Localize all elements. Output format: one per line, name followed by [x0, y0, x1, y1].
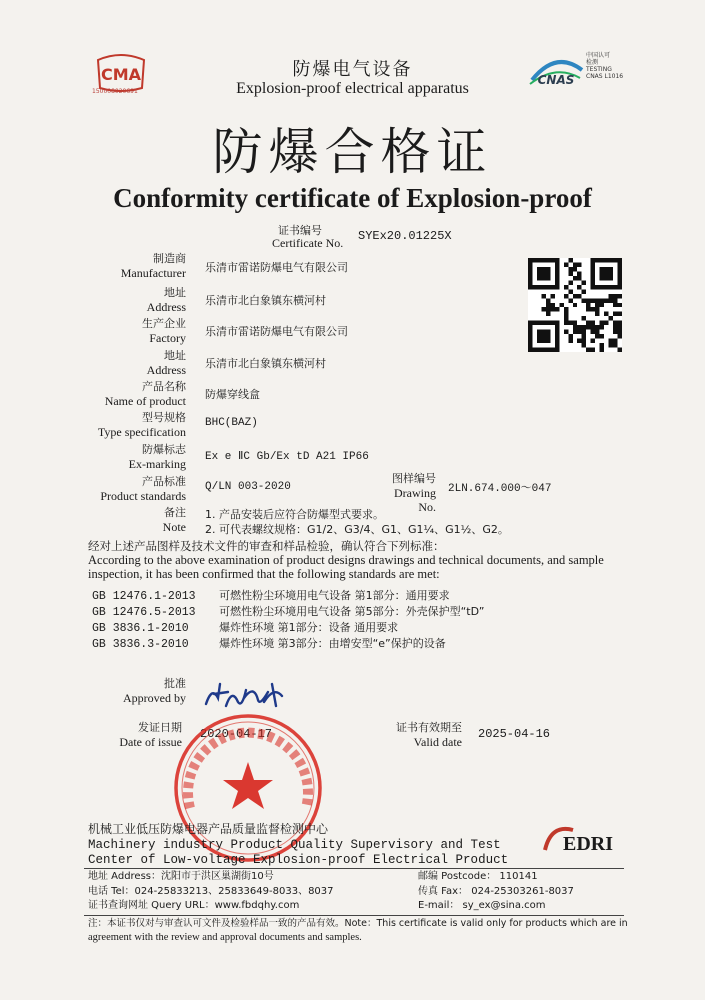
product-label — [0, 380, 186, 408]
footer-address: 地址 Address：沈阳市于洪区巢湖街10号 — [88, 871, 274, 882]
label-cn: 图样编号 — [392, 472, 436, 485]
note-label — [0, 506, 186, 534]
drawing-label — [380, 472, 436, 514]
label-en: Address — [146, 300, 186, 314]
label-en: Date of issue — [119, 735, 182, 749]
footer-tel: 电话 Tel：024-25833213、25833649-8033、8037 — [88, 886, 334, 897]
cnas-line: 检测 — [586, 59, 599, 66]
label-cn: 证书有效期至 — [396, 721, 462, 734]
footer-postcode: 邮编 Postcode： 110141 — [418, 871, 538, 882]
label-cn: 备注 — [164, 506, 186, 519]
label-en: Product standards — [100, 489, 186, 503]
lab-name-en-2: Center of Low-voltage Explosion-proof Electrical Product — [88, 853, 509, 867]
manufacturer-label — [0, 252, 186, 280]
valid-label — [380, 720, 462, 750]
label-en: Approved by — [123, 691, 186, 705]
address1-label — [0, 286, 186, 314]
qr-code-icon — [528, 258, 622, 352]
header-title-cn: 防爆电气设备 — [292, 59, 413, 80]
cnas-line: 中国认可 — [586, 52, 611, 59]
footer-fax: 传真 Fax： 024-25303261-8037 — [418, 886, 574, 897]
svg-text:CNAS: CNAS — [537, 73, 575, 87]
cert-no-value: SYEx20.01225X — [358, 229, 452, 243]
label-cn: 批准 — [164, 677, 186, 690]
footer-email: E-mail： sy_ex@sina.com — [418, 900, 546, 911]
address2-value: 乐清市北白象镇东横河村 — [205, 357, 326, 370]
footer-divider — [84, 915, 624, 916]
label-cn: 地址 — [164, 349, 186, 362]
address2-label — [0, 349, 186, 377]
label-cn: 防爆标志 — [142, 443, 186, 456]
note-line-2: 2. 可代表螺纹规格：G1/2、G3/4、G1、G1¼、G1½、G2。 — [205, 523, 509, 536]
valid-date: 2025-04-16 — [478, 727, 551, 741]
standard-code: GB 12476.5-2013 — [92, 606, 196, 619]
cnas-line: CNAS L1016 — [586, 73, 624, 80]
label-cn: 产品标准 — [142, 475, 186, 488]
standard-row — [92, 600, 485, 619]
footer-note-2: agreement with the review and approval documents and samples. — [88, 932, 362, 943]
label-en: Ex-marking — [128, 457, 186, 471]
label-cn: 地址 — [164, 286, 186, 299]
label-en: Note — [162, 520, 186, 534]
lab-name-en-1: Machinery industry Product Quality Supervisory and Test — [88, 838, 501, 852]
standards-value: Q/LN 003-2020 — [205, 481, 291, 493]
intro-en-1: According to the above examination of product designs drawings and technical documents, and sample — [88, 553, 604, 567]
note-line-1: 1. 产品安装后应符合防爆型式要求。 — [205, 508, 384, 521]
product-value: 防爆穿线盒 — [205, 388, 260, 401]
header-title-en: Explosion-proof electrical apparatus — [236, 80, 469, 97]
marking-label — [0, 443, 186, 471]
drawing-value: 2LN.674.000～047 — [448, 483, 552, 495]
label-en: Name of product — [104, 394, 186, 408]
lab-name-cn: 机械工业低压防爆电器产品质量监督检测中心 — [88, 822, 329, 836]
approved-label — [0, 676, 186, 706]
footer-divider — [84, 868, 624, 869]
type-label — [0, 411, 186, 439]
type-value: BHC(BAZ) — [205, 417, 258, 429]
factory-value: 乐清市雷诺防爆电气有限公司 — [205, 325, 348, 338]
cert-no-label-en: Certificate No. — [272, 236, 344, 250]
label-cn: 发证日期 — [138, 721, 182, 734]
label-en: Factory — [149, 331, 186, 345]
standard-code: GB 3836.1-2010 — [92, 622, 189, 635]
intro-cn: 经对上述产品图样及技术文件的审查和样品检验，确认符合下列标准： — [88, 539, 445, 553]
standard-name: 可燃性粉尘环境用电气设备 第5部分：外壳保护型“tD” — [219, 605, 485, 618]
cma-number: 150008020691 — [92, 88, 138, 95]
label-cn: 制造商 — [153, 252, 186, 265]
label-en: Drawing No. — [394, 486, 436, 514]
standard-name: 爆炸性环境 第3部分：由增安型“e”保护的设备 — [219, 637, 446, 650]
svg-text:CMA: CMA — [100, 65, 142, 84]
label-en: Manufacturer — [120, 266, 186, 280]
intro-en-2: inspection, it has been confirmed that the following standards are met: — [88, 567, 440, 581]
footer-url: 证书查询网址 Query URL：www.fbdqhy.com — [88, 900, 300, 911]
standard-name: 可燃性粉尘环境用电气设备 第1部分：通用要求 — [219, 589, 450, 602]
standards-list — [92, 584, 485, 651]
standard-row — [92, 632, 484, 651]
standard-code: GB 12476.1-2013 — [92, 590, 196, 603]
certificate-title-cn: 防爆合格证 — [212, 123, 493, 181]
address1-value: 乐清市北白象镇东横河村 — [205, 294, 326, 307]
label-en: Address — [146, 363, 186, 377]
cert-no-label-cn: 证书编号 — [278, 224, 322, 237]
label-cn: 产品名称 — [142, 380, 186, 393]
standard-name: 爆炸性环境 第1部分：设备 通用要求 — [219, 621, 399, 634]
certificate-title-en: Conformity certificate of Explosion-proof — [113, 183, 592, 213]
label-cn: 生产企业 — [142, 317, 186, 330]
factory-label — [0, 317, 186, 345]
label-en: Valid date — [413, 735, 462, 749]
label-cn: 型号规格 — [142, 411, 186, 424]
marking-value: Ex e ⅡC Gb/Ex tD A21 IP66 — [205, 451, 369, 463]
standard-code: GB 3836.3-2010 — [92, 638, 189, 651]
cnas-line: TESTING — [586, 66, 612, 73]
manufacturer-value: 乐清市雷诺防爆电气有限公司 — [205, 261, 348, 274]
issue-date: 2020-04-17 — [200, 727, 273, 741]
standard-row — [92, 616, 484, 635]
label-en: Type specification — [97, 425, 186, 439]
svg-text:EDRI: EDRI — [563, 833, 614, 855]
signature-icon — [198, 676, 288, 716]
issue-label — [0, 720, 182, 750]
standard-row — [92, 584, 484, 603]
edri-logo-icon — [541, 822, 619, 856]
standards-label — [0, 475, 186, 503]
footer-note-1: 注：本证书仅对与审查认可文件及检验样品一致的产品有效。Note：This certificate is valid only for products which are in — [88, 918, 628, 929]
